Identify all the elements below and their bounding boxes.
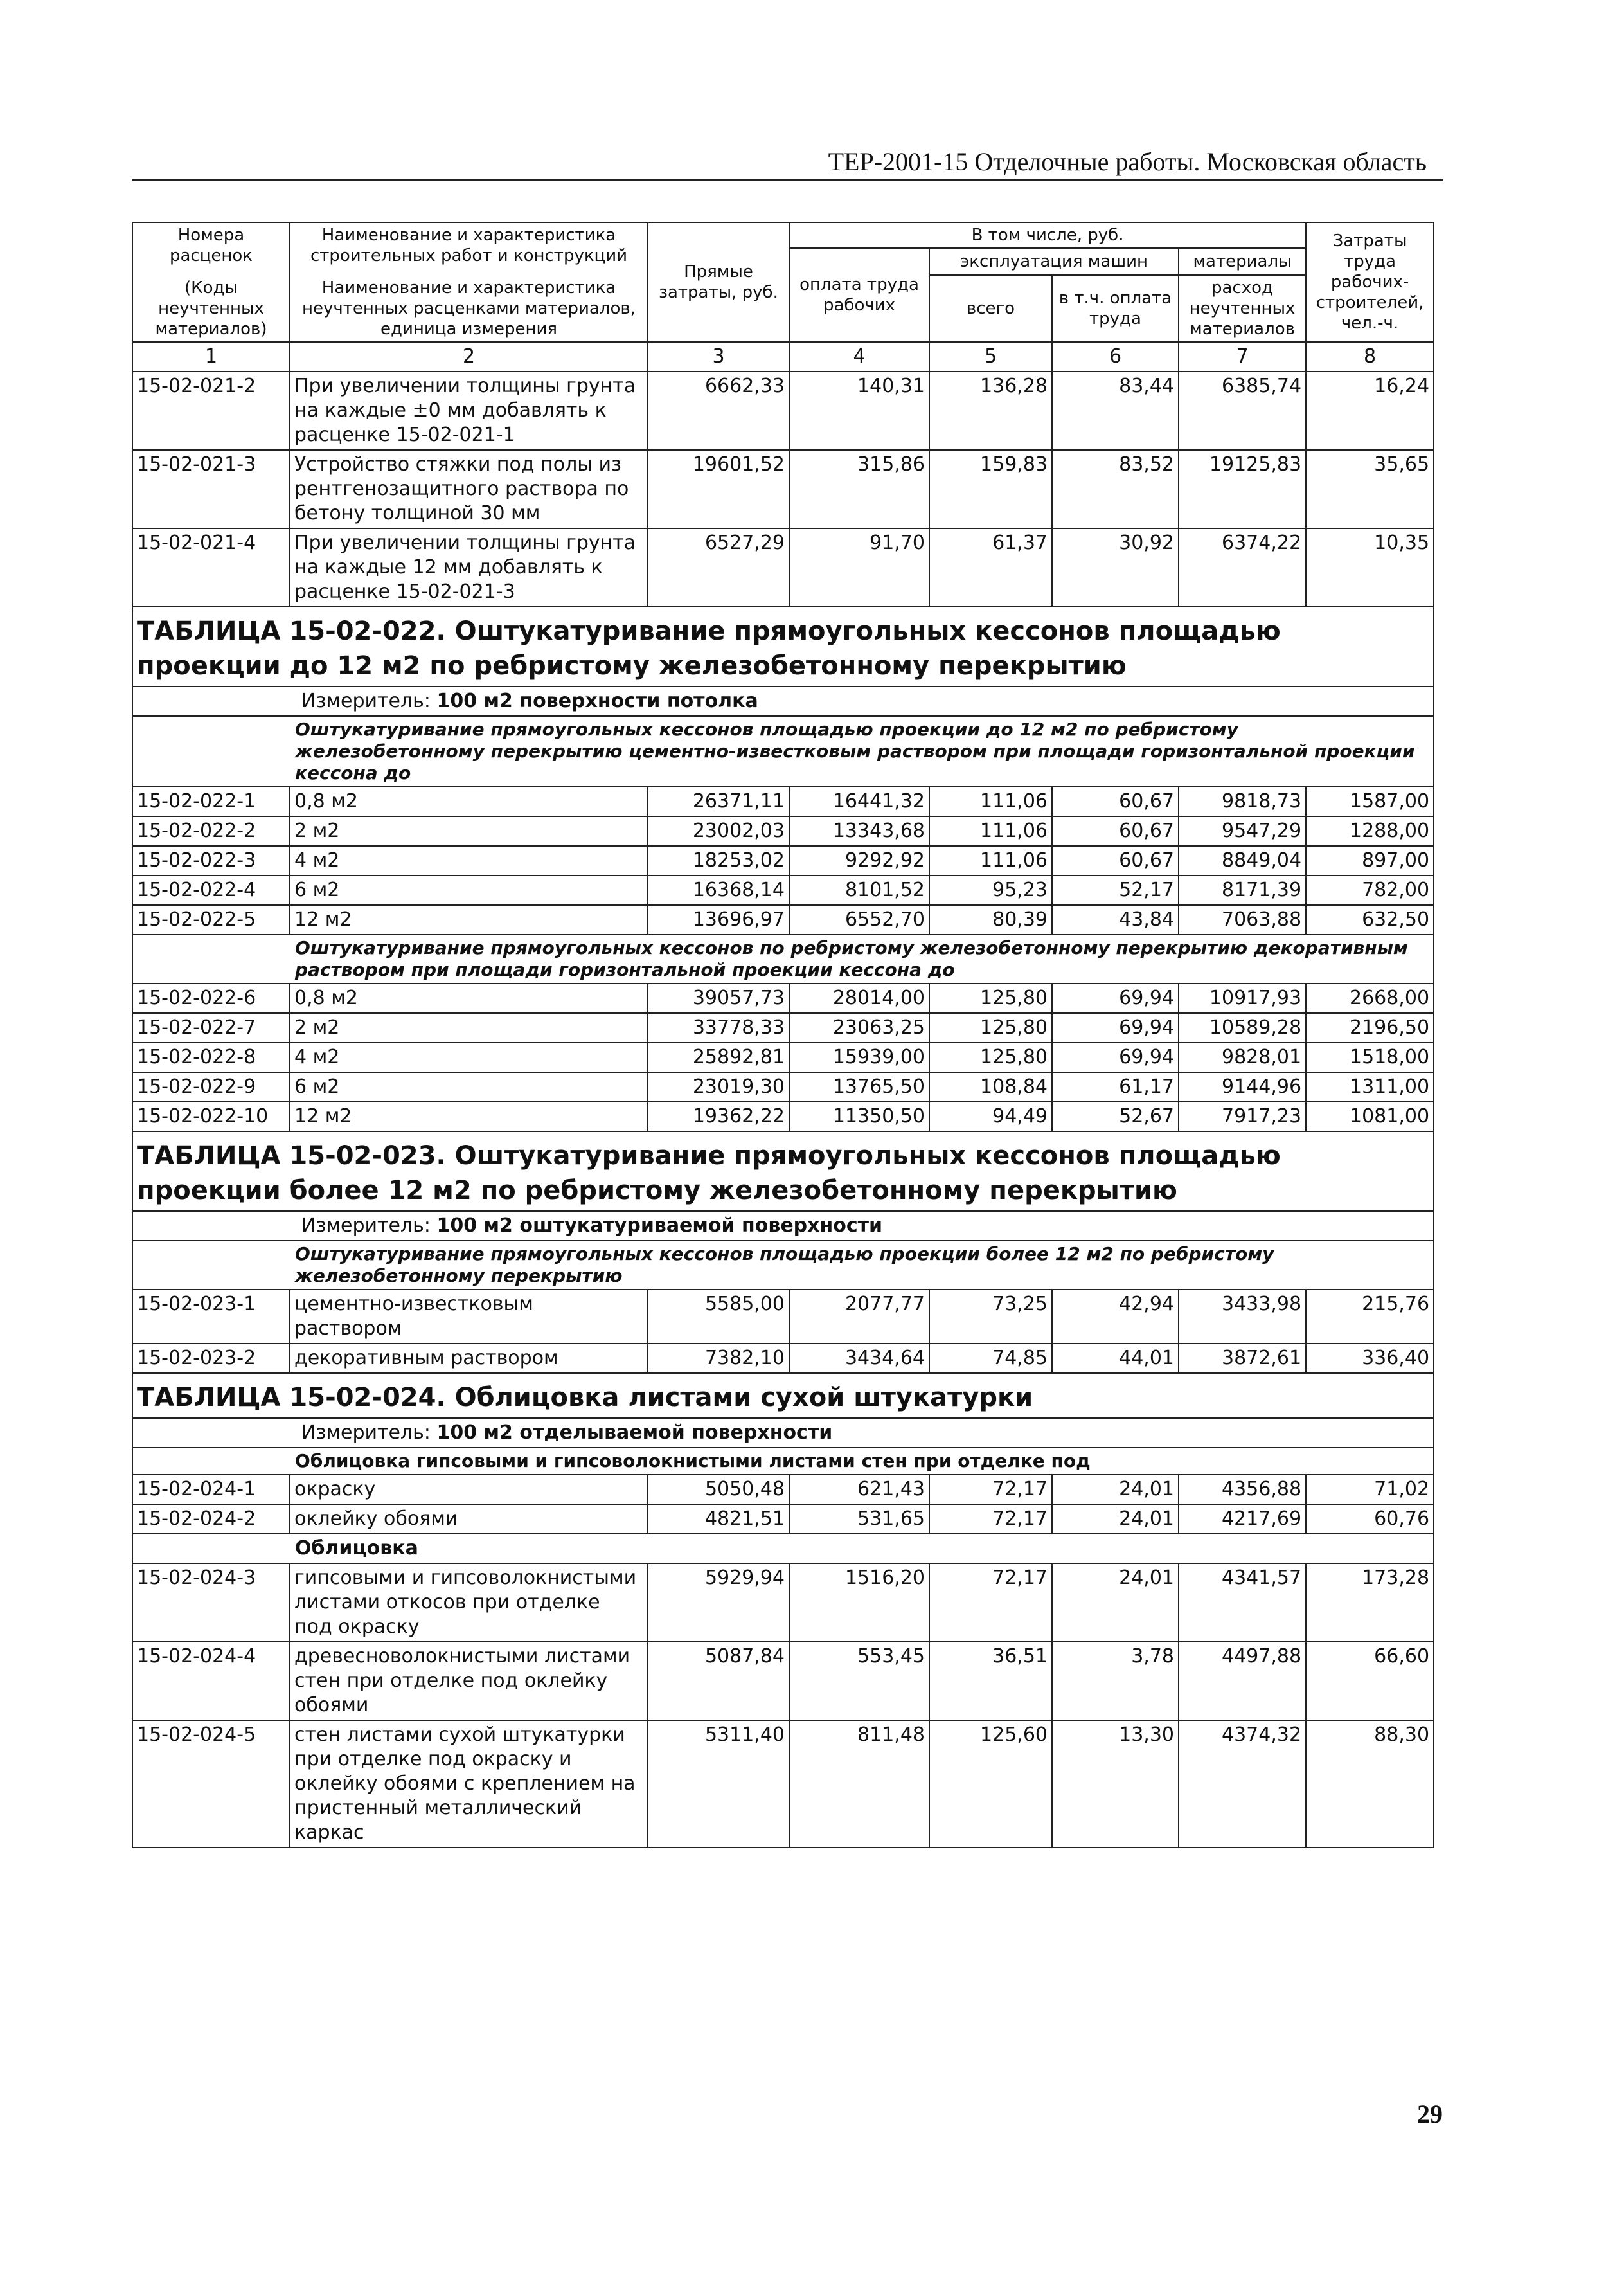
table-row [132,1072,1434,1102]
running-header: ТЕР-2001-15 Отделочные работы. Московская область [828,147,1427,176]
labor-hours: 1311,00 [1306,1072,1434,1102]
table-024-subheading-2: Облицовка [132,1534,1434,1563]
labor-hours: 1587,00 [1306,787,1434,816]
table-row [132,1475,1434,1504]
work-name: 4 м2 [290,846,648,876]
labor-hours: 1288,00 [1306,816,1434,846]
materials: 10589,28 [1179,1013,1306,1043]
direct-costs: 18253,02 [648,846,789,876]
rate-code: 15-02-022-1 [132,787,290,816]
machine-labor: 24,01 [1052,1563,1179,1642]
rate-code: 15-02-024-3 [132,1563,290,1642]
section-023 [132,1131,1434,1290]
colnum-5: 5 [929,342,1052,372]
materials: 7917,23 [1179,1102,1306,1131]
section-022 [132,607,1434,787]
machine-labor: 30,92 [1052,528,1179,607]
col6-header: в т.ч. оплата труда [1052,275,1179,342]
vtom-header: В том числе, руб. [789,222,1306,248]
rate-code: 15-02-022-5 [132,905,290,935]
machine-labor: 69,94 [1052,1013,1179,1043]
work-name: цементно-известковым раствором [290,1290,648,1344]
machine-labor: 42,94 [1052,1290,1179,1344]
labor-hours: 16,24 [1306,372,1434,450]
meter-value: 100 м2 поверхности потолка [436,690,758,712]
materials: 4497,88 [1179,1642,1306,1720]
labor-hours: 2196,50 [1306,1013,1434,1043]
machine-labor: 61,17 [1052,1072,1179,1102]
labor-pay: 811,48 [789,1720,929,1848]
labor-pay: 8101,52 [789,876,929,905]
machine-total: 108,84 [929,1072,1052,1102]
work-name: окраску [290,1475,648,1504]
colnum-7: 7 [1179,342,1306,372]
labor-hours: 782,00 [1306,876,1434,905]
meter-value: 100 м2 оштукатуриваемой поверхности [436,1214,883,1237]
labor-hours: 66,60 [1306,1642,1434,1720]
labor-pay: 15939,00 [789,1043,929,1072]
direct-costs: 23002,03 [648,816,789,846]
machine-total: 125,80 [929,1043,1052,1072]
labor-pay: 28014,00 [789,984,929,1013]
table-row [132,1642,1434,1720]
direct-costs: 7382,10 [648,1344,789,1373]
section-021 [132,372,1434,607]
direct-costs: 33778,33 [648,1013,789,1043]
table-022-title: ТАБЛИЦА 15-02-022. Оштукатуривание прямоугольных кессонов площадью проекции до 12 м2 по ребристому железобетонному перекрытию [132,607,1434,687]
labor-hours: 1518,00 [1306,1043,1434,1072]
materials: 9828,01 [1179,1043,1306,1072]
machine-total: 111,06 [929,816,1052,846]
machine-total: 111,06 [929,846,1052,876]
section-022-b [132,935,1434,984]
machine-labor: 24,01 [1052,1475,1179,1504]
direct-costs: 26371,11 [648,787,789,816]
colnum-3: 3 [648,342,789,372]
colnum-8: 8 [1306,342,1434,372]
table-022-subheading-2: Оштукатуривание прямоугольных кессонов по ребристому железобетонному перекрытию декоративным раствором при площади горизонтальной проекции кессона до [132,935,1434,984]
machine-labor: 24,01 [1052,1504,1179,1534]
machine-total: 61,37 [929,528,1052,607]
work-name: 2 м2 [290,1013,648,1043]
table-024-meter [132,1418,1434,1448]
direct-costs: 5311,40 [648,1720,789,1848]
meter-label: Измеритель: [301,1214,431,1237]
rate-code: 15-02-022-10 [132,1102,290,1131]
colnum-4: 4 [789,342,929,372]
machine-labor: 83,44 [1052,372,1179,450]
labor-hours: 2668,00 [1306,984,1434,1013]
machine-total: 72,17 [929,1504,1052,1534]
col4-header: оплата труда рабочих [789,248,929,342]
direct-costs: 5929,94 [648,1563,789,1642]
rate-code: 15-02-024-2 [132,1504,290,1534]
table-023-subheading-1: Оштукатуривание прямоугольных кессонов площадью проекции более 12 м2 по ребристому железобетонному перекрытию [132,1241,1434,1290]
rates-table [132,222,1434,1848]
col3-header: Прямые затраты, руб. [648,222,789,342]
header-rule [132,179,1443,181]
materials: 9818,73 [1179,787,1306,816]
direct-costs: 6662,33 [648,372,789,450]
direct-costs: 5087,84 [648,1642,789,1720]
labor-hours: 88,30 [1306,1720,1434,1848]
ekspl-header: эксплуатация машин [929,248,1179,275]
table-row [132,1344,1434,1373]
materials: 9547,29 [1179,816,1306,846]
rate-code: 15-02-023-1 [132,1290,290,1344]
rate-code: 15-02-022-8 [132,1043,290,1072]
direct-costs: 13696,97 [648,905,789,935]
work-name: гипсовыми и гипсоволокнистыми листами откосов при отделке под окраску [290,1563,648,1642]
direct-costs: 5585,00 [648,1290,789,1344]
mat-header: материалы [1179,248,1306,275]
machine-total: 74,85 [929,1344,1052,1373]
labor-pay: 13765,50 [789,1072,929,1102]
section-023-rows [132,1290,1434,1373]
machine-labor: 3,78 [1052,1642,1179,1720]
machine-total: 94,49 [929,1102,1052,1131]
rate-code: 15-02-021-3 [132,450,290,528]
col2-header-a: Наименование и характеристика строительных работ и конструкций [310,226,628,265]
rate-code: 15-02-022-3 [132,846,290,876]
machine-labor: 43,84 [1052,905,1179,935]
materials: 4217,69 [1179,1504,1306,1534]
machine-labor: 44,01 [1052,1344,1179,1373]
labor-hours: 215,76 [1306,1290,1434,1344]
direct-costs: 19601,52 [648,450,789,528]
table-022-meter [132,687,1434,716]
colnum-6: 6 [1052,342,1179,372]
labor-hours: 632,50 [1306,905,1434,935]
work-name: оклейку обоями [290,1504,648,1534]
header-row-1 [132,222,1434,248]
table-row [132,1563,1434,1642]
materials: 4356,88 [1179,1475,1306,1504]
col1-header [132,222,290,342]
section-024-rows-2 [132,1563,1434,1848]
labor-pay: 6552,70 [789,905,929,935]
colnum-1: 1 [132,342,290,372]
labor-hours: 173,28 [1306,1563,1434,1642]
direct-costs: 19362,22 [648,1102,789,1131]
machine-labor: 60,67 [1052,787,1179,816]
meter-value: 100 м2 отделываемой поверхности [436,1421,833,1444]
work-name: стен листами сухой штукатурки при отделке под окраску и оклейку обоями с креплением на пристенный металлический каркас [290,1720,648,1848]
labor-pay: 1516,20 [789,1563,929,1642]
labor-pay: 91,70 [789,528,929,607]
work-name: При увеличении толщины грунта на каждые ±0 мм добавлять к расценке 15-02-021-1 [290,372,648,450]
machine-total: 125,60 [929,1720,1052,1848]
rate-code: 15-02-024-4 [132,1642,290,1720]
labor-hours: 336,40 [1306,1344,1434,1373]
table-row [132,1102,1434,1131]
rate-code: 15-02-024-5 [132,1720,290,1848]
materials: 10917,93 [1179,984,1306,1013]
section-024 [132,1373,1434,1475]
rate-code: 15-02-023-2 [132,1344,290,1373]
machine-labor: 52,17 [1052,876,1179,905]
direct-costs: 6527,29 [648,528,789,607]
rate-code: 15-02-024-1 [132,1475,290,1504]
work-name: древесноволокнистыми листами стен при отделке под оклейку обоями [290,1642,648,1720]
direct-costs: 23019,30 [648,1072,789,1102]
materials: 8171,39 [1179,876,1306,905]
col5-header: всего [929,275,1052,342]
labor-pay: 23063,25 [789,1013,929,1043]
table-row [132,1013,1434,1043]
machine-total: 72,17 [929,1475,1052,1504]
materials: 4341,57 [1179,1563,1306,1642]
work-name: 6 м2 [290,1072,648,1102]
rate-code: 15-02-022-6 [132,984,290,1013]
materials: 6385,74 [1179,372,1306,450]
rate-code: 15-02-022-7 [132,1013,290,1043]
materials: 8849,04 [1179,846,1306,876]
rate-code: 15-02-021-2 [132,372,290,450]
table-row [132,905,1434,935]
materials: 3433,98 [1179,1290,1306,1344]
colnum-2: 2 [290,342,648,372]
labor-pay: 3434,64 [789,1344,929,1373]
labor-pay: 16441,32 [789,787,929,816]
table-024-title: ТАБЛИЦА 15-02-024. Облицовка листами сухой штукатурки [132,1373,1434,1418]
machine-total: 136,28 [929,372,1052,450]
table-row [132,846,1434,876]
labor-pay: 140,31 [789,372,929,450]
rate-code: 15-02-022-9 [132,1072,290,1102]
labor-pay: 9292,92 [789,846,929,876]
labor-hours: 1081,00 [1306,1102,1434,1131]
labor-pay: 13343,68 [789,816,929,846]
col1-header-a: Номера расценок [169,226,253,265]
work-name: декоративным раствором [290,1344,648,1373]
col1-header-b: (Коды неучтенных материалов) [155,278,267,339]
labor-pay: 531,65 [789,1504,929,1534]
machine-labor: 69,94 [1052,1043,1179,1072]
table-row [132,876,1434,905]
rate-code: 15-02-022-2 [132,816,290,846]
labor-pay: 621,43 [789,1475,929,1504]
machine-total: 95,23 [929,876,1052,905]
labor-hours: 10,35 [1306,528,1434,607]
table-row [132,787,1434,816]
machine-labor: 69,94 [1052,984,1179,1013]
machine-total: 125,80 [929,984,1052,1013]
work-name: 0,8 м2 [290,984,648,1013]
machine-total: 80,39 [929,905,1052,935]
section-024-rows-1 [132,1475,1434,1534]
machine-total: 111,06 [929,787,1052,816]
labor-hours: 897,00 [1306,846,1434,876]
direct-costs: 39057,73 [648,984,789,1013]
work-name: Устройство стяжки под полы из рентгенозащитного раствора по бетону толщиной 30 мм [290,450,648,528]
table-022-subheading-1: Оштукатуривание прямоугольных кессонов площадью проекции до 12 м2 по ребристому железобетонному перекрытию цементно-известковым раствором при площади горизонтальной проекции кессона до [132,716,1434,787]
table-row [132,528,1434,607]
table-row [132,1504,1434,1534]
table-row [132,1290,1434,1344]
table-row [132,984,1434,1013]
labor-hours: 60,76 [1306,1504,1434,1534]
section-022-rows-2 [132,984,1434,1131]
machine-total: 159,83 [929,450,1052,528]
machine-total: 73,25 [929,1290,1052,1344]
materials: 4374,32 [1179,1720,1306,1848]
page-number: 29 [1417,2100,1443,2128]
direct-costs: 5050,48 [648,1475,789,1504]
work-name: 12 м2 [290,1102,648,1131]
direct-costs: 4821,51 [648,1504,789,1534]
labor-hours: 35,65 [1306,450,1434,528]
direct-costs: 25892,81 [648,1043,789,1072]
table-row [132,1720,1434,1848]
meter-label: Измеритель: [301,1421,431,1444]
meter-label: Измеритель: [301,690,431,712]
machine-total: 36,51 [929,1642,1052,1720]
table-023-meter [132,1211,1434,1241]
labor-pay: 11350,50 [789,1102,929,1131]
col2-header-b: Наименование и характеристика неучтенных расценками материалов, единица измерения [301,278,636,339]
section-024-b [132,1534,1434,1563]
machine-labor: 60,67 [1052,816,1179,846]
col8-header: Затраты труда рабочих-строителей, чел.-ч. [1306,222,1434,342]
col7-header: расход неучтенных материалов [1179,275,1306,342]
rate-code: 15-02-022-4 [132,876,290,905]
rate-code: 15-02-021-4 [132,528,290,607]
direct-costs: 16368,14 [648,876,789,905]
machine-labor: 83,52 [1052,450,1179,528]
section-022-rows-1 [132,787,1434,935]
work-name: 6 м2 [290,876,648,905]
labor-pay: 315,86 [789,450,929,528]
materials: 19125,83 [1179,450,1306,528]
materials: 9144,96 [1179,1072,1306,1102]
table-023-title: ТАБЛИЦА 15-02-023. Оштукатуривание прямоугольных кессонов площадью проекции более 12 м2 по ребристому железобетонному перекрытию [132,1131,1434,1211]
table-row [132,450,1434,528]
col2-header [290,222,648,342]
table-row [132,372,1434,450]
work-name: 4 м2 [290,1043,648,1072]
machine-total: 72,17 [929,1563,1052,1642]
machine-total: 125,80 [929,1013,1052,1043]
materials: 3872,61 [1179,1344,1306,1373]
materials: 7063,88 [1179,905,1306,935]
machine-labor: 52,67 [1052,1102,1179,1131]
table-row [132,1043,1434,1072]
work-name: 2 м2 [290,816,648,846]
work-name: 0,8 м2 [290,787,648,816]
column-number-row [132,342,1434,372]
work-name: 12 м2 [290,905,648,935]
table-024-subheading-1: Облицовка гипсовыми и гипсоволокнистыми листами стен при отделке под [132,1448,1434,1475]
labor-pay: 2077,77 [789,1290,929,1344]
machine-labor: 60,67 [1052,846,1179,876]
work-name: При увеличении толщины грунта на каждые 12 мм добавлять к расценке 15-02-021-3 [290,528,648,607]
labor-hours: 71,02 [1306,1475,1434,1504]
materials: 6374,22 [1179,528,1306,607]
labor-pay: 553,45 [789,1642,929,1720]
table-row [132,816,1434,846]
machine-labor: 13,30 [1052,1720,1179,1848]
